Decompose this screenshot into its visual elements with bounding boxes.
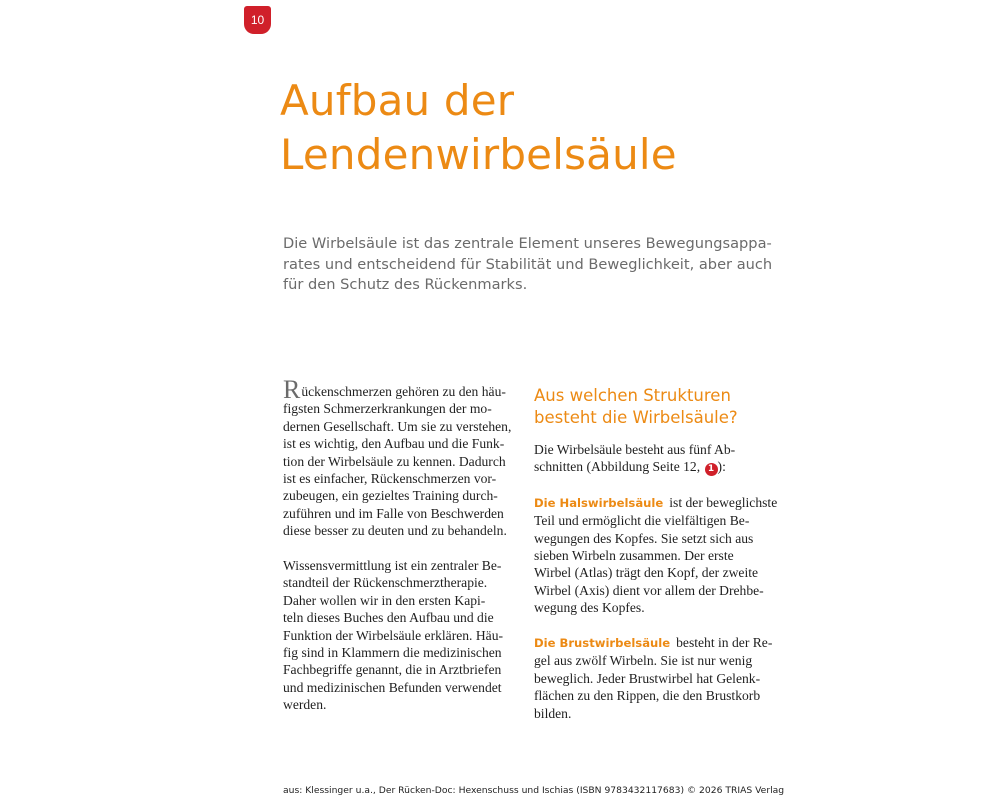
- body-line: tion der Wirbelsäule zu kennen. Dadurch: [283, 453, 506, 469]
- lead-line: Die Wirbelsäule ist das zentrale Element unseres Bewegungsappa-: [283, 235, 772, 252]
- body-line: dernen Gesellschaft. Um sie zu verstehen,: [283, 418, 512, 434]
- intro-paragraph: [283, 375, 523, 540]
- body-line: fig sind in Klammern die medizinischen: [283, 645, 502, 661]
- body-line-text: ):: [717, 459, 726, 475]
- body-line: [283, 375, 523, 404]
- lead-line: rates und entscheidend für Stabilität und Beweglichkeit, aber auch: [283, 255, 773, 273]
- structure-intro-paragraph: [534, 441, 774, 476]
- body-line: sieben Wirbeln zusammen. Der erste: [534, 548, 734, 564]
- term-label: Die Halswirbelsäule: [534, 495, 664, 510]
- body-line: und medizinischen Befunden verwendet: [283, 679, 502, 695]
- right-column: [534, 385, 778, 739]
- body-line: diese besser zu deuten und zu behandeln.: [283, 523, 507, 539]
- lead-paragraph: [283, 234, 773, 296]
- body-line: ist es wichtig, den Aufbau und die Funk-: [283, 436, 505, 452]
- title-line: Lendenwirbelsäule: [280, 130, 677, 179]
- body-line: bilden.: [534, 705, 572, 721]
- body-line-text: ückenschmerzen gehören zu den häu-: [301, 384, 506, 399]
- drop-cap: R: [283, 375, 301, 404]
- figure-reference-badge: 1: [705, 463, 718, 476]
- body-line: zuführen und im Falle von Beschwerden: [283, 505, 504, 521]
- body-line: Teil und ermöglicht die vielfältigen Be-: [534, 513, 750, 529]
- body-line: [534, 458, 774, 476]
- heading-line: Aus welchen Strukturen: [534, 386, 731, 405]
- body-line: standteil der Rückenschmerztherapie.: [283, 575, 488, 591]
- body-line-text: besteht in der Re-: [676, 635, 773, 651]
- body-line: ist es einfacher, Rückenschmerzen vor-: [283, 471, 497, 487]
- body-line: teln dieses Buches den Aufbau und die: [283, 610, 494, 626]
- left-column: [283, 375, 523, 731]
- body-line: figsten Schmerzerkrankungen der mo-: [283, 401, 492, 417]
- body-line: Daher wollen wir in den ersten Kapi-: [283, 592, 486, 608]
- body-line: gel aus zwölf Wirbeln. Sie ist nur wenig: [534, 653, 753, 669]
- title-line: Aufbau der: [280, 76, 515, 125]
- page-number-badge: 10: [244, 6, 271, 34]
- source-footer: aus: Klessinger u.a., Der Rücken-Doc: Hexenschuss und Ischias (ISBN 9783432117683) © 2026 TRIAS Verlag: [283, 785, 785, 796]
- body-line: Wissensvermittlung ist ein zentraler Be-: [283, 558, 502, 574]
- body-line: Die Wirbelsäule besteht aus fünf Ab-: [534, 442, 736, 457]
- section-heading: [534, 385, 774, 429]
- thoracic-spine-paragraph: [534, 634, 774, 722]
- body-line: Wirbel (Axis) dient vor allem der Drehbe-: [534, 582, 764, 598]
- body-line: werden.: [283, 697, 327, 713]
- heading-line: besteht die Wirbelsäule?: [534, 408, 738, 427]
- body-line: [534, 634, 774, 652]
- body-line: Wirbel (Atlas) trägt den Kopf, der zweite: [534, 565, 759, 581]
- body-line-text: ist der beweglichste: [669, 494, 778, 510]
- body-line: beweglich. Jeder Brustwirbel hat Gelenk-: [534, 670, 761, 686]
- body-line: flächen zu den Rippen, die den Brustkorb: [534, 688, 761, 704]
- body-line: zubeugen, ein gezieltes Training durch-: [283, 488, 498, 504]
- cervical-spine-paragraph: [534, 494, 778, 617]
- body-line-text: schnitten (Abbildung Seite 12,: [534, 459, 701, 475]
- lead-line: für den Schutz des Rückenmarks.: [283, 276, 528, 293]
- body-line: [534, 494, 778, 512]
- body-line: Fachbegriffe genannt, die in Arztbriefen: [283, 662, 502, 678]
- page-title: [280, 74, 800, 182]
- knowledge-paragraph: [283, 557, 523, 714]
- body-line: Funktion der Wirbelsäule erklären. Häu-: [283, 627, 504, 643]
- term-label: Die Brustwirbelsäule: [534, 636, 671, 651]
- body-line: wegungen des Kopfes. Sie setzt sich aus: [534, 530, 754, 546]
- body-line: wegung des Kopfes.: [534, 600, 645, 616]
